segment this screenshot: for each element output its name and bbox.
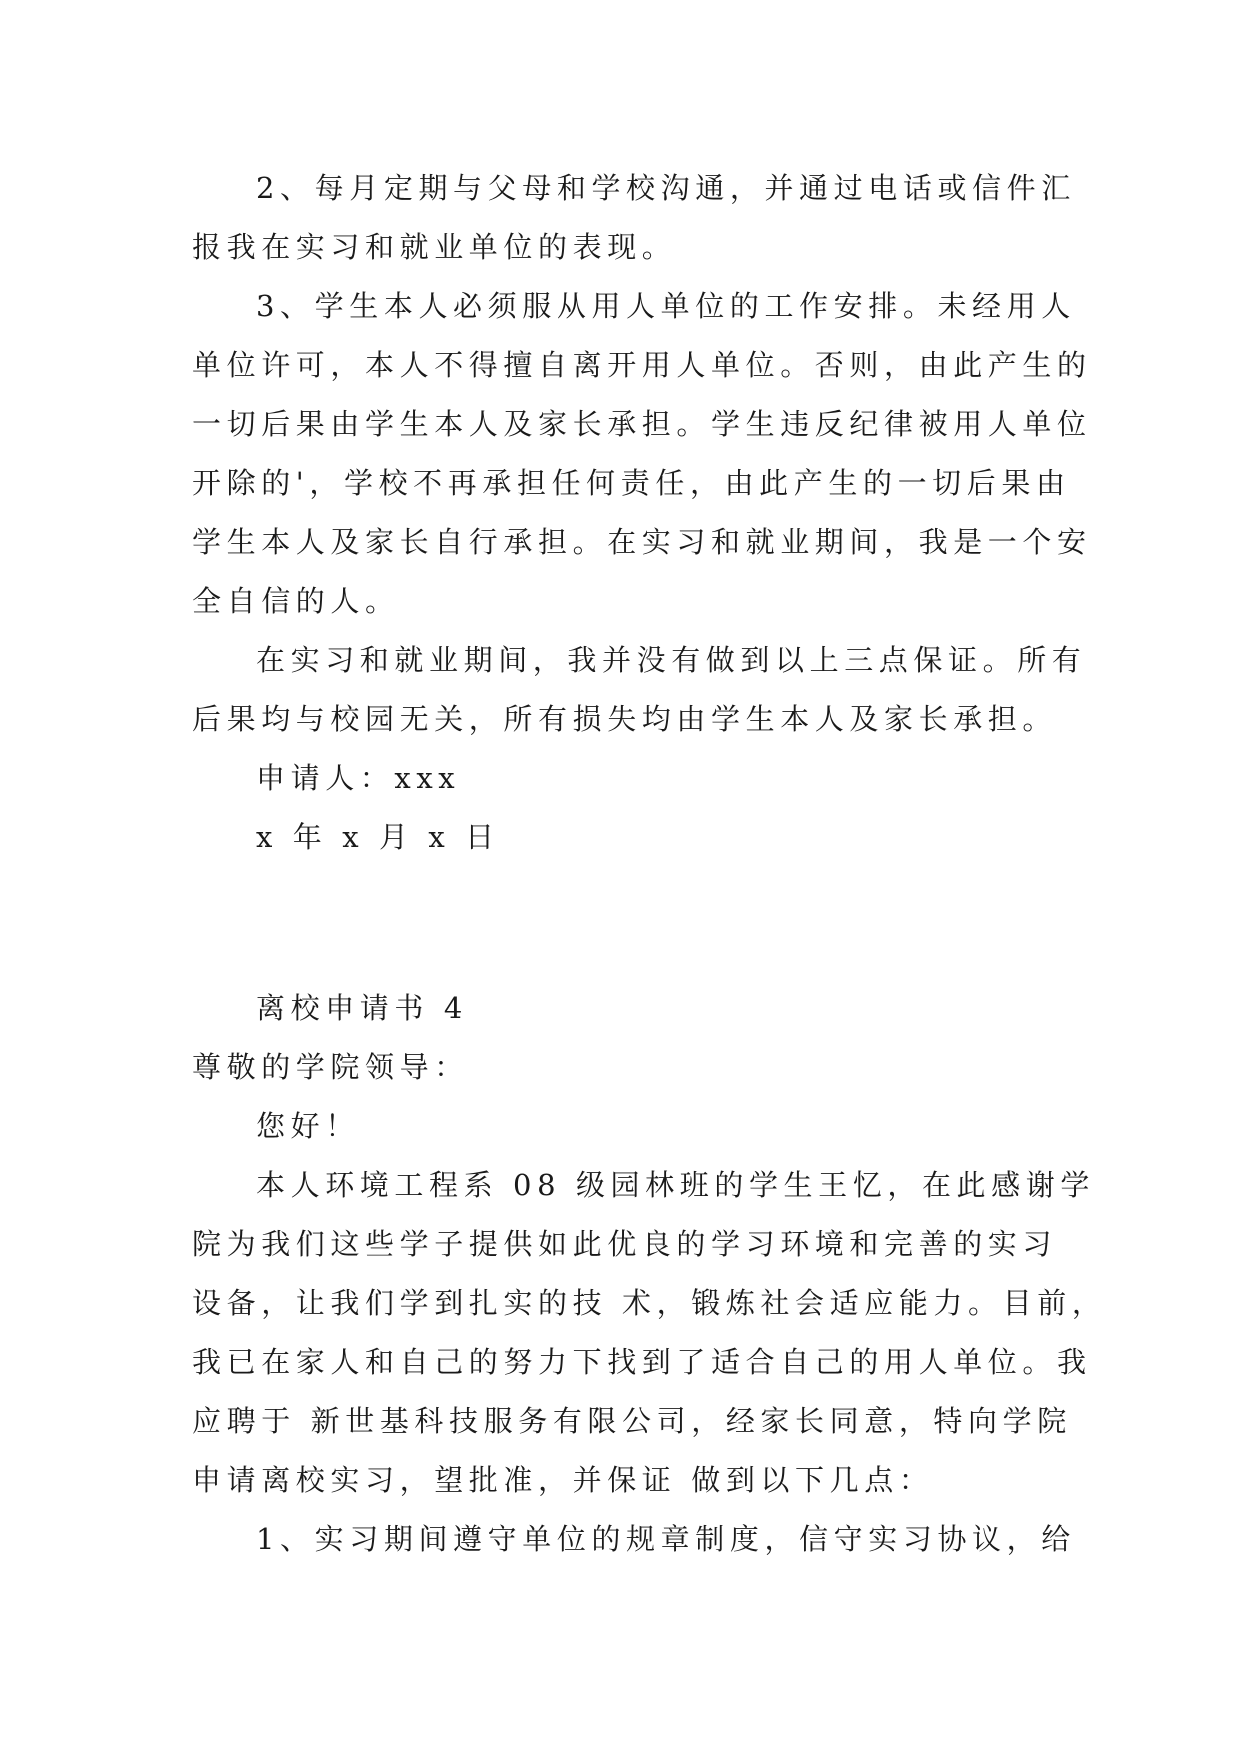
paragraph-line: 在实习和就业期间，我并没有做到以上三点保证。所有 <box>256 643 1087 677</box>
paragraph-line: 学生本人及家长自行承担。在实习和就业期间，我是一个安 <box>192 525 1092 559</box>
paragraph-line: 我已在家人和自己的努力下找到了适合自己的用人单位。我 <box>192 1345 1092 1379</box>
paragraph-line: 报我在实习和就业单位的表现。 <box>192 230 677 264</box>
paragraph-line: 设备，让我们学到扎实的技 术，锻炼社会适应能力。目前， <box>192 1286 1107 1320</box>
paragraph-line: 申请离校实习，望批准，并保证 做到以下几点： <box>192 1463 934 1497</box>
applicant-line: 申请人：xxx <box>256 761 461 795</box>
paragraph-line: 1、实习期间遵守单位的规章制度，信守实习协议，给 <box>256 1522 1076 1556</box>
greeting: 您好！ <box>256 1109 360 1143</box>
paragraph-line: 开除的'，学校不再承担任何责任，由此产生的一切后果由 <box>192 466 1071 500</box>
paragraph-line: 本人环境工程系 08 级园林班的学生王忆，在此感谢学 <box>256 1168 1095 1202</box>
section-title: 离校申请书 4 <box>256 991 468 1025</box>
paragraph-line: 单位许可，本人不得擅自离开用人单位。否则，由此产生的 <box>192 348 1092 382</box>
paragraph-line: 后果均与校园无关，所有损失均由学生本人及家长承担。 <box>192 702 1058 736</box>
paragraph-line: 应聘于 新世基科技服务有限公司，经家长同意，特向学院 <box>192 1404 1072 1438</box>
salutation: 尊敬的学院领导： <box>192 1050 469 1084</box>
paragraph-line: 院为我们这些学子提供如此优良的学习环境和完善的实习 <box>192 1227 1058 1261</box>
paragraph-line: 3、学生本人必须服从用人单位的工作安排。未经用人 <box>256 289 1076 323</box>
paragraph-line: 全自信的人。 <box>192 584 400 618</box>
date-line: x 年 x 月 x 日 <box>256 820 500 854</box>
paragraph-line: 一切后果由学生本人及家长承担。学生违反纪律被用人单位 <box>192 407 1092 441</box>
paragraph-line: 2、每月定期与父母和学校沟通，并通过电话或信件汇 <box>256 171 1076 205</box>
